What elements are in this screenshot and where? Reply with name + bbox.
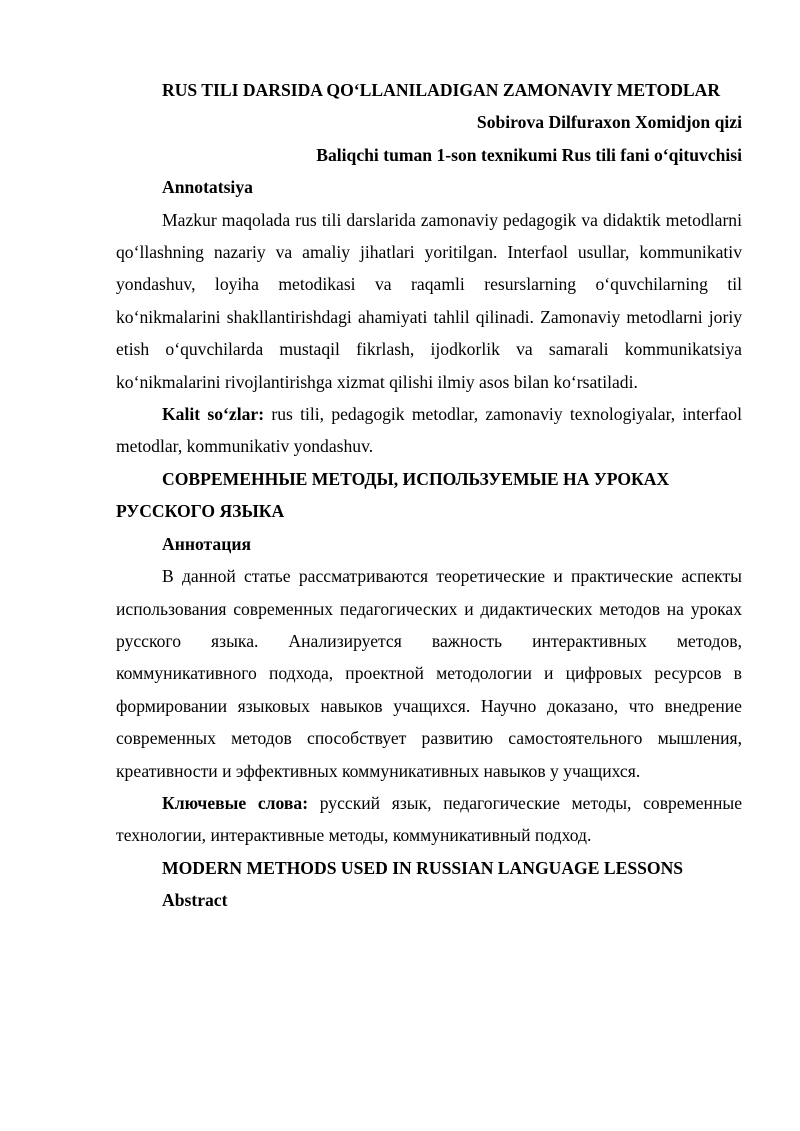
uz-title: RUS TILI DARSIDA QO‘LLANILADIGAN ZAMONAVIY METODLAR (162, 80, 721, 100)
ru-abstract-text: В данной статье рассматриваются теоретические и практические аспекты использования современных педагогических и дидактических методов на уроках русского языка. Анализируется важность интерактивных методов, коммуникативного подхода, проектной методологии и цифровых ресурсов в формировании языковых навыков учащихся. Научно доказано, что внедрение современных методов способствует развитию самостоятельного мышления, креативности и эффективных коммуникативных навыков у учащихся. (116, 566, 742, 781)
uz-keywords-text: rus tili, pedagogik metodlar, zamonaviy texnologiyalar, interfaol metodlar, kommunikativ yondashuv. (116, 404, 742, 457)
author-name: Sobirova Dilfuraxon Xomidjon qizi (476, 112, 742, 133)
uz-keywords-label: Kalit so‘zlar: (162, 404, 265, 425)
ru-keywords (116, 787, 742, 852)
ru-title: СОВРЕМЕННЫЕ МЕТОДЫ, ИСПОЛЬЗУЕМЫЕ НА УРОКАХ РУССКОГО ЯЗЫКА (116, 468, 670, 522)
ru-keywords-text: русский язык, педагогические методы, современные технологии, интерактивные методы, коммуникативный подход. (116, 792, 743, 846)
uz-abstract-heading: Annotatsiya (162, 177, 253, 198)
ru-abstract-heading: Аннотация (162, 533, 251, 554)
author-affiliation: Baliqchi tuman 1-son texnikumi Rus tili fani o‘qituvchisi (316, 144, 742, 165)
en-title: MODERN METHODS USED IN RUSSIAN LANGUAGE LESSONS (162, 857, 684, 878)
document-page (116, 74, 742, 917)
uz-keywords (116, 398, 742, 463)
ru-keywords-label: Ключевые слова: (162, 792, 309, 813)
en-abstract-heading: Abstract (162, 890, 228, 911)
uz-abstract-text: Mazkur maqolada rus tili darslarida zamonaviy pedagogik va didaktik metodlarni qo‘llashning nazariy va amaliy jihatlari yoritilgan. Interfaol usullar, kommunikativ yondashuv, loyiha metodikasi va raqamli resurslarning o‘quvchilarning til ko‘nikmalarini shakllantirishdagi ahamiyati tahlil qilinadi. Zamonaviy metodlarni joriy etish o‘quvchilarda mustaqil fikrlash, ijodkorlik va samarali kommunikatsiya ko‘nikmalarini rivojlantirishga xizmat qilishi ilmiy asos bilan ko‘rsatiladi. (116, 209, 742, 392)
